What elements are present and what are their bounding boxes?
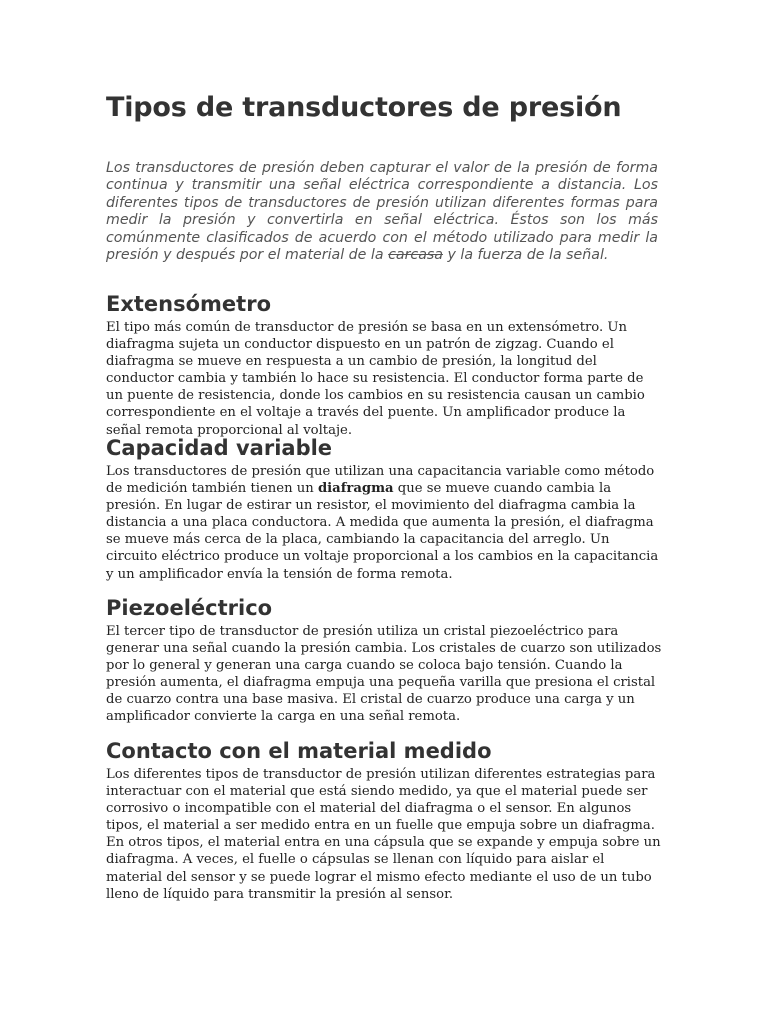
section-capacidad-variable <box>106 436 662 583</box>
intro-text-start: Los transductores de presión deben capturar el valor de la presión de forma continua y transmitir una señal eléctrica correspondiente a distancia. Los diferentes tipos de transductores de presión utilizan diferentes formas para medir la presión y convertirla en señal eléctrica. Éstos son los más comúnmente clasificados de acuerdo con el método utilizado para medir la presión y después por el material de la <box>106 160 658 264</box>
section-body-bold-term: diafragma <box>317 481 394 497</box>
section-heading: Extensómetro <box>106 292 271 316</box>
section-contacto-material <box>106 739 662 903</box>
section-heading: Piezoeléctrico <box>106 596 273 620</box>
page-title: Tipos de transductores de presión <box>106 92 622 123</box>
section-body-start: Los transductores de presión que utilizan una capacitancia variable como método de medición también tienen un <box>106 464 655 497</box>
intro-paragraph <box>106 160 658 264</box>
intro-struck-word: carcasa <box>388 247 443 264</box>
intro-text-end: y la fuerza de la señal. <box>443 247 609 264</box>
section-heading: Contacto con el material medido <box>106 739 492 763</box>
section-extensometro <box>106 292 662 439</box>
section-body: Los diferentes tipos de transductor de presión utilizan diferentes estrategias para interactuar con el material que está siendo medido, ya que el material puede ser corrosivo o incompatible con el material del diafragma o el sensor. En algunos tipos, el material a ser medido entra en un fuelle que empuja sobre un diafragma. En otros tipos, el material entra en una cápsula que se expande y empuja sobre un diafragma. A veces, el fuelle o cápsulas se llenan con líquido para aislar el material del sensor y se puede lograr el mismo efecto mediante el uso de un tubo lleno de líquido para transmitir la presión al sensor. <box>106 767 661 902</box>
section-body <box>106 463 662 583</box>
section-body: El tercer tipo de transductor de presión utiliza un cristal piezoeléctrico para generar una señal cuando la presión cambia. Los cristales de cuarzo son utilizados por lo general y generan una carga cuando se coloca bajo tensión. Cuando la presión aumenta, el diafragma empuja una pequeña varilla que presiona el cristal de cuarzo contra una base masiva. El cristal de cuarzo produce una carga y un amplificador convierte la carga en una señal remota. <box>106 624 662 725</box>
section-body-end: que se mueve cuando cambia la presión. En lugar de estirar un resistor, el movimiento del diafragma cambia la distancia a una placa conductora. A medida que aumenta la presión, el diafragma se mueve más cerca de la placa, cambiando la capacitancia del arreglo. Un circuito eléctrico produce un voltaje proporcional a los cambios en la capacitancia y un amplificador envía la tensión de forma remota. <box>106 481 659 582</box>
section-heading: Capacidad variable <box>106 436 333 460</box>
section-piezoelectrico <box>106 596 662 726</box>
section-body: El tipo más común de transductor de presión se basa en un extensómetro. Un diafragma sujeta un conductor dispuesto en un patrón de zigzag. Cuando el diafragma se mueve en respuesta a un cambio de presión, la longitud del conductor cambia y también lo hace su resistencia. El conductor forma parte de un puente de resistencia, donde los cambios en su resistencia causan un cambio correspondiente en el voltaje a través del puente. Un amplificador produce la señal remota proporcional al voltaje. <box>106 320 645 438</box>
